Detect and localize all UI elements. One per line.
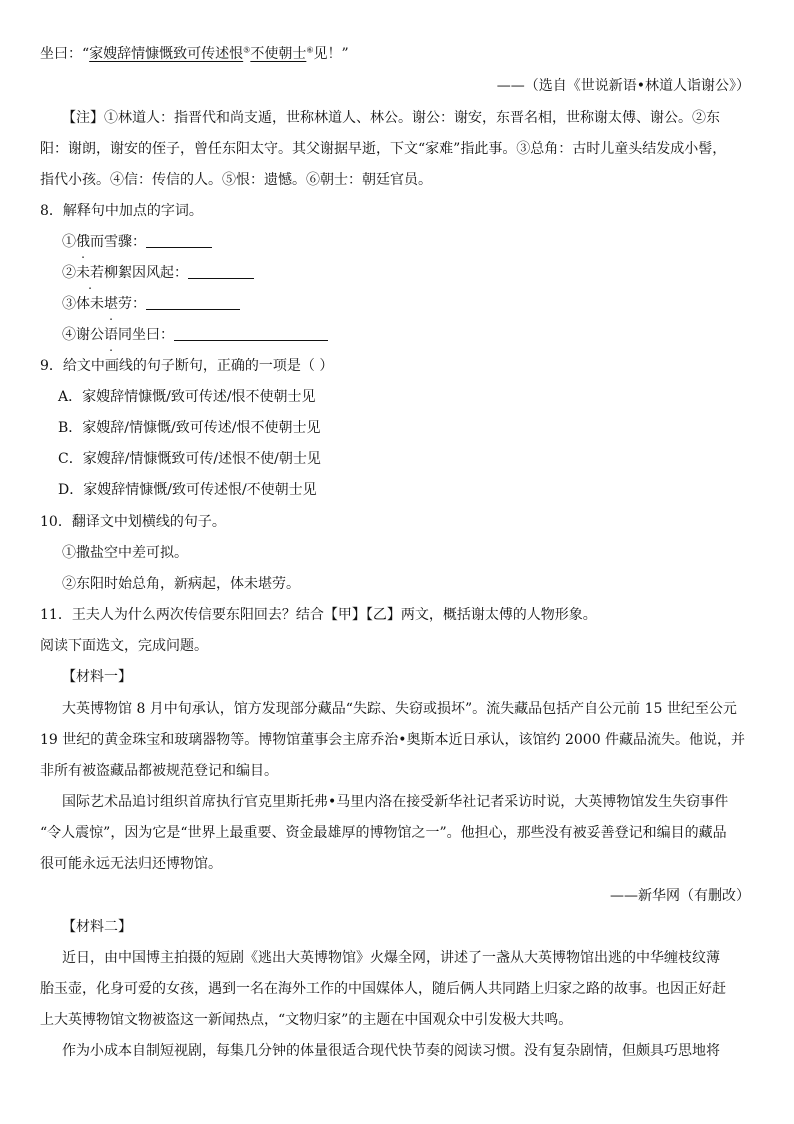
annotation-line: 阳：谢朗，谢安的侄子，曾任东阳太守。其父谢据早逝，下文“家难”指此事。③总角：古时儿童头结发成小髻， [40,141,727,157]
answer-blank[interactable] [146,233,212,248]
q8-item-4: ④谢公语同坐曰： [62,325,328,345]
question-9-title: 9．给文中画线的句子断句，正确的一项是（ ） [40,358,334,374]
question-11: 11．王夫人为什么两次传信要东阳回去？结合【甲】【乙】两文，概括谢太傅的人物形象。 [40,607,597,623]
q10-item-1: ①撒盐空中差可拟。 [62,545,188,561]
q9-option-c[interactable]: C．家嫂辞/情慷慨致可传/述恨不使/朝士见 [58,451,321,467]
answer-blank[interactable] [146,295,240,310]
material-1-heading: 【材料一】 [62,669,132,685]
material-2-line: 作为小成本自制短视剧，每集几分钟的体量很适合现代快节奏的阅读习惯。没有复杂剧情，但颇具巧思地将 [62,1043,720,1059]
material-1-source: ——新华网（有删改） [610,888,750,904]
material-2-line: 上大英博物馆文物被盗这一新闻热点，“文物归家”的主题在中国观众中引发极大共鸣。 [40,1012,573,1028]
reading-intro: 阅读下面选文，完成问题。 [40,638,208,654]
material-2-line: 近日，由中国博主拍摄的短剧《逃出大英博物馆》火爆全网，讲述了一盏从大英博物馆出逃的中华缠枝纹薄 [62,950,720,966]
material-1-line: 很可能永远无法归还博物馆。 [40,856,222,872]
material-1-line: 19 世纪的黄金珠宝和玻璃器物等。博物馆董事会主席乔治•奥斯本近日承认，该馆约 2000 件藏品流失。他说，并 [40,732,746,748]
material-1-line: 国际艺术品追讨组织首席执行官克里斯托弗•马里内洛在接受新华社记者采访时说，大英博物馆发生失窃事件 [62,794,729,810]
underlined-sentence-part-2: 不使朝士 [250,46,307,62]
answer-blank[interactable] [188,264,254,279]
q10-item-2: ②东阳时始总角，新病起，体未堪劳。 [62,576,300,592]
question-10-title: 10．翻译文中划横线的句子。 [40,514,226,530]
material-1-line: “令人震惊”，因为它是“世界上最重要、资金最雄厚的博物馆之一”。他担心，那些没有被妥善登记和编目的藏品 [40,825,727,841]
material-2-line: 胎玉壶，化身可爱的女孩，遇到一名在海外工作的中国媒体人，随后俩人共同踏上归家之路的故事。也因正好赶 [40,981,726,997]
material-1-line: 大英博物馆 8 月中旬承认，馆方发现部分藏品“失踪、失窃或损坏”。流失藏品包括产自公元前 15 世纪至公元 [62,701,737,717]
material-2-heading: 【材料二】 [62,919,132,935]
q8-item-1: ①俄而雪骤： [62,232,212,252]
annotation-line: 指代小孩。④信：传信的人。⑤恨：遗憾。⑥朝士：朝廷官员。 [40,172,432,188]
source-citation: ——（选自《世说新语•林道人诣谢公》） [496,78,750,94]
answer-blank[interactable] [174,326,328,341]
annotation-line: 【注】①林道人：指晋代和尚支遁，世称林道人、林公。谢公：谢安，东晋名相，世称谢太傅、谢公。②东 [62,110,720,126]
underlined-sentence-part-1: 家嫂辞情慷慨致可传述恨 [89,46,244,62]
q9-option-b[interactable]: B．家嫂辞/情慷慨/致可传述/恨不使朝士见 [58,420,321,436]
q8-item-3: ③体未堪劳： [62,294,240,314]
q9-option-a[interactable]: A．家嫂辞情慷慨/致可传述/恨不使朝士见 [58,389,316,405]
quote-line: 坐曰：“家嫂辞情慷慨致可传述恨⑤不使朝士⑥见！” [40,45,349,62]
question-8-title: 8．解释句中加点的字词。 [40,203,203,219]
material-1-line: 非所有被盗藏品都被规范登记和编目。 [40,763,278,779]
q8-item-2: ②未若柳絮因风起： [62,263,254,283]
q9-option-d[interactable]: D．家嫂辞情慷慨/致可传述恨/不使朝士见 [58,482,317,498]
